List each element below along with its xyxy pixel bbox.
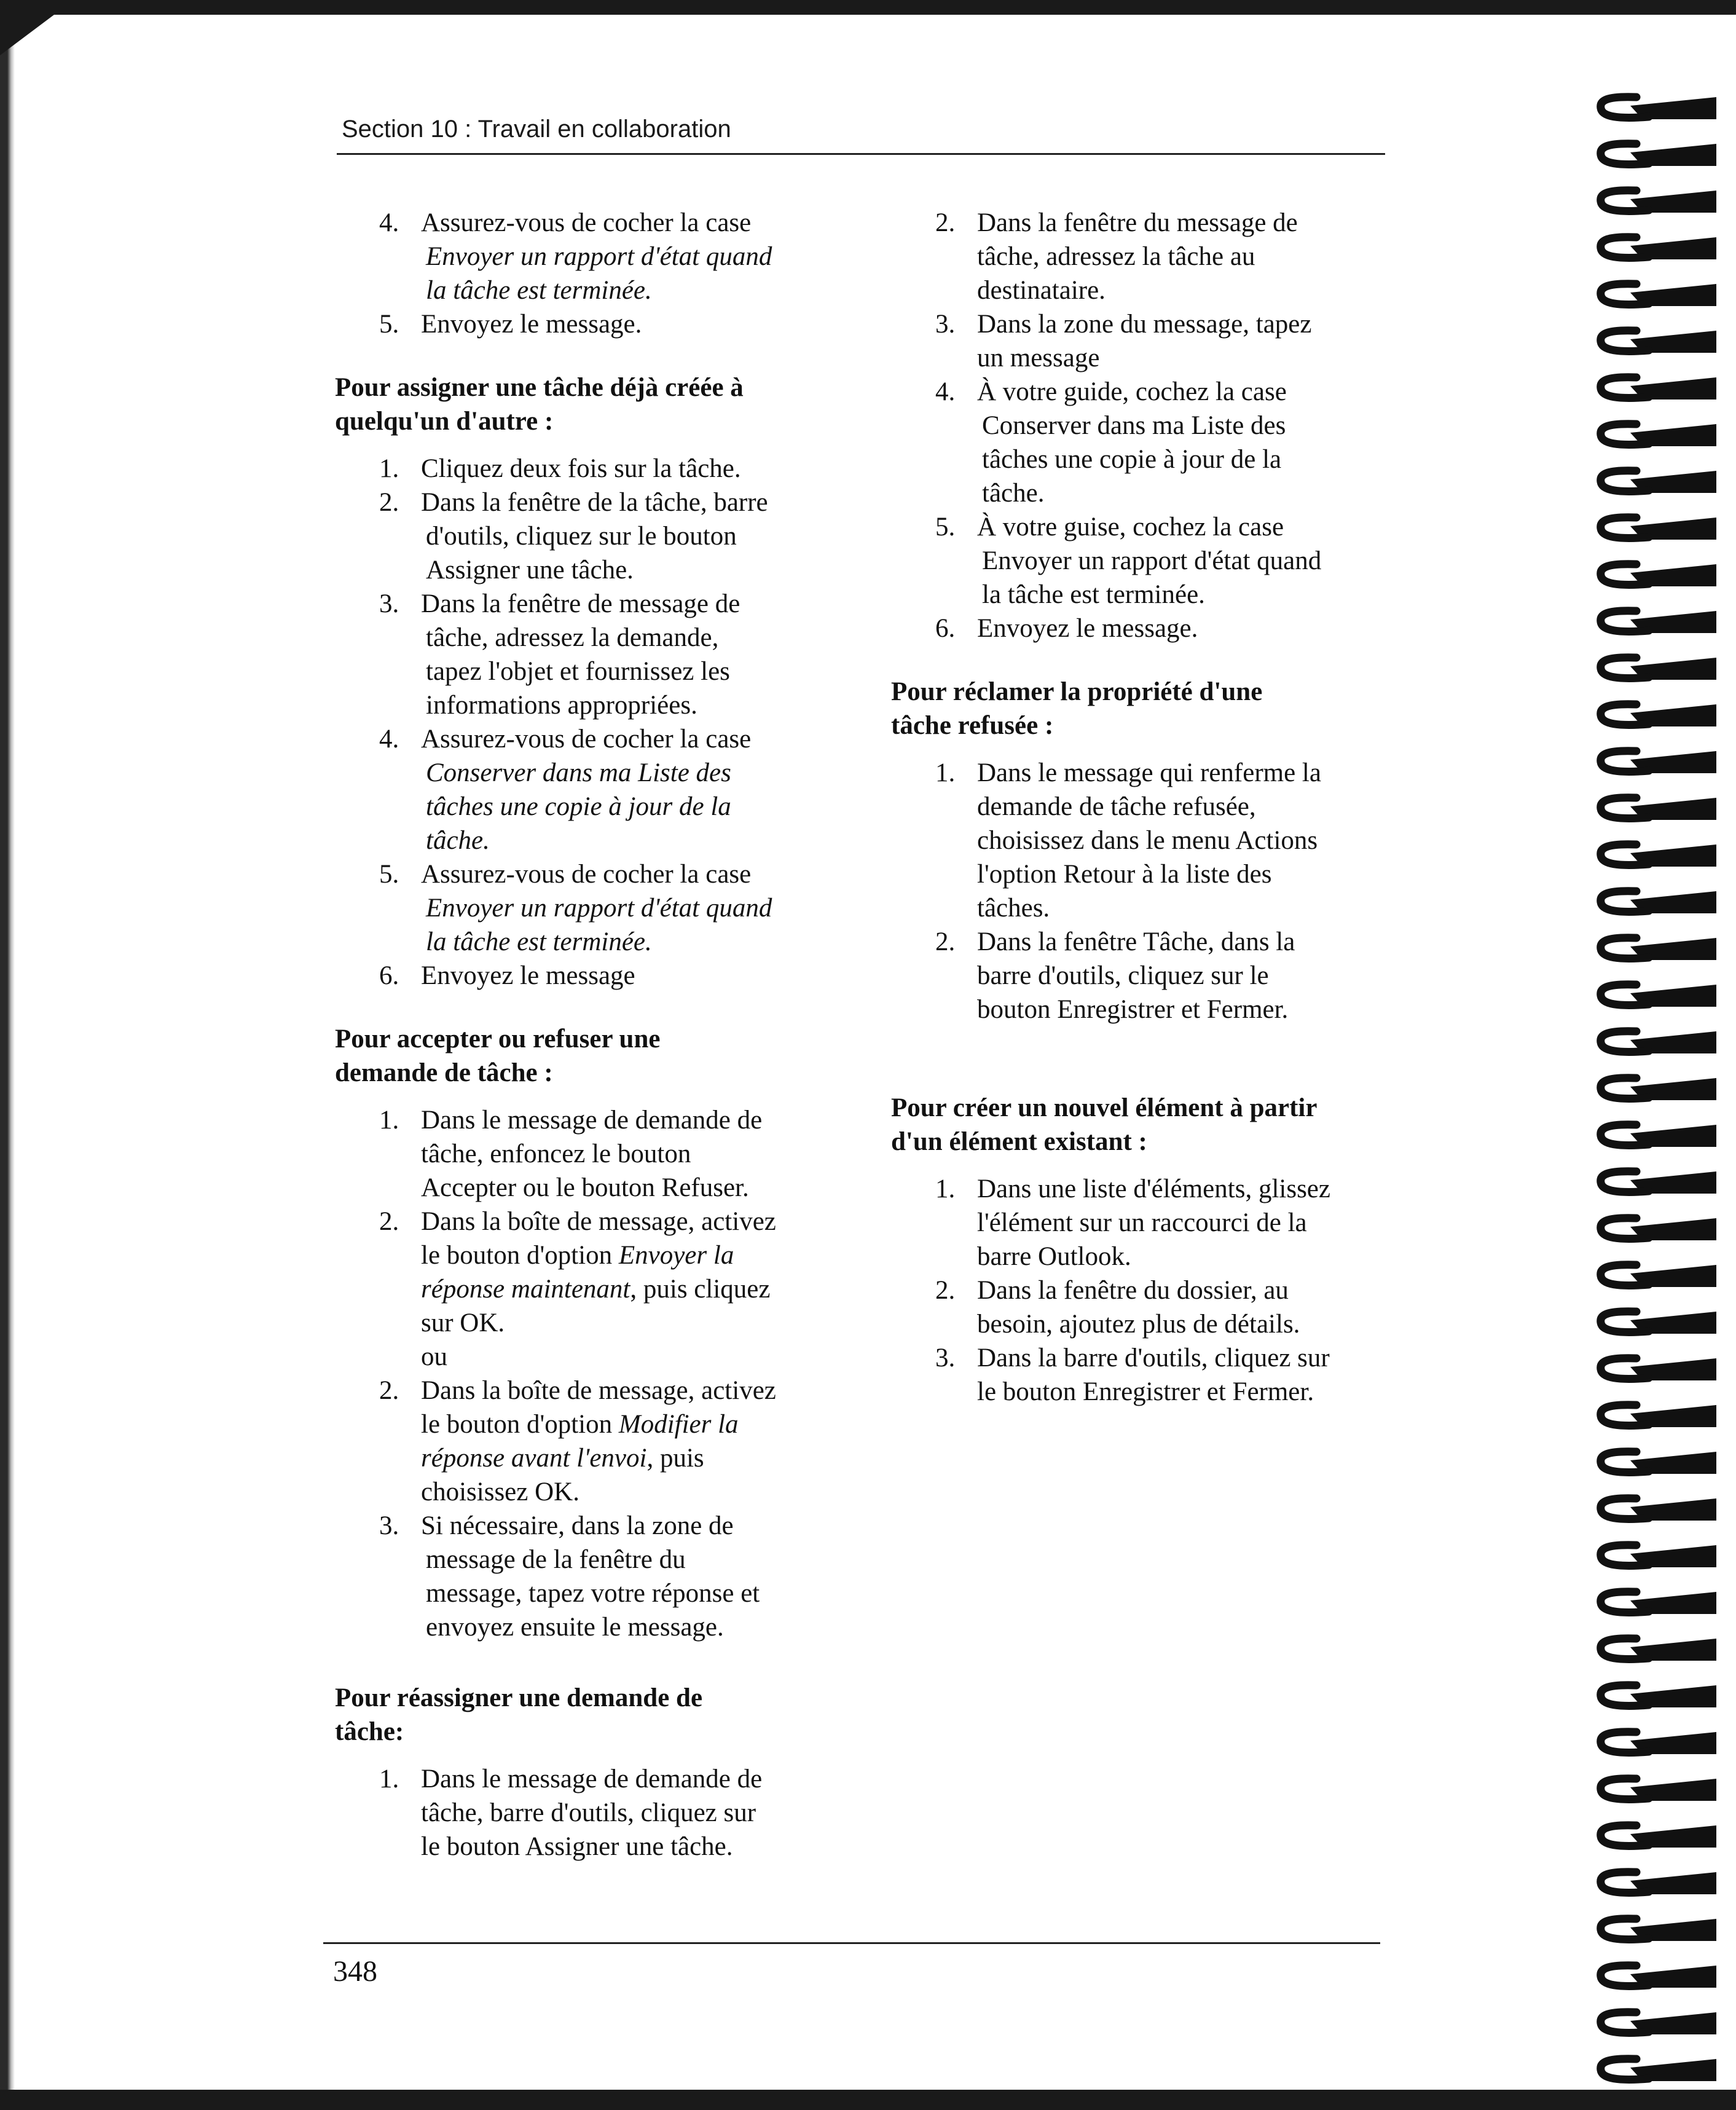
heading-line: d'un élément existant : — [891, 1127, 1147, 1156]
item-number: 2. — [379, 1207, 399, 1236]
item-line: Dans le message qui renferme la — [977, 758, 1321, 787]
heading-line: Pour créer un nouvel élément à partir — [891, 1093, 1318, 1122]
section-heading — [335, 1681, 839, 1749]
line-segment-italic: Modifier la — [618, 1410, 739, 1439]
item-line: Dans la fenêtre du dossier, au — [977, 1276, 1289, 1305]
footer-rule — [323, 1942, 1380, 1944]
line-segment-italic: réponse avant l'envoi — [421, 1444, 647, 1473]
item-number: 2. — [379, 488, 399, 517]
list-item — [335, 587, 839, 722]
item-line: tâches. — [977, 894, 1050, 923]
list-item — [891, 925, 1395, 1026]
binding-coil — [1593, 466, 1710, 495]
page-number: 348 — [333, 1955, 377, 1988]
item-line: Accepter ou le bouton Refuser. — [421, 1173, 749, 1202]
item-line: Cliquez deux fois sur la tâche. — [421, 454, 741, 483]
scan-border-top — [0, 0, 1736, 15]
binding-coil — [1593, 1821, 1710, 1850]
item-line: message, tapez votre réponse et — [426, 1579, 760, 1608]
item-line: l'élément sur un raccourci de la — [977, 1208, 1307, 1237]
or-separator: ou — [421, 1342, 447, 1371]
running-header: Section 10 : Travail en collaboration — [342, 116, 731, 143]
item-line: Envoyez le message. — [977, 614, 1198, 643]
left-column — [335, 206, 839, 1864]
scan-border-bottom — [0, 2090, 1736, 2110]
list-item — [335, 1103, 839, 1205]
list-item — [335, 1374, 839, 1509]
binding-coil — [1593, 1587, 1710, 1616]
item-line: Envoyer un rapport d'état quand — [982, 546, 1322, 575]
binding-coil — [1593, 559, 1710, 589]
item-line: destinataire. — [977, 276, 1106, 305]
item-line — [421, 1407, 839, 1441]
item-line: Envoyez le message — [421, 961, 635, 990]
spiral-binding — [1589, 0, 1736, 2110]
item-number: 1. — [935, 758, 956, 787]
binding-coil — [1593, 139, 1710, 168]
binding-coil — [1593, 1260, 1710, 1289]
item-number: 2. — [935, 208, 956, 237]
binding-coil — [1593, 1634, 1710, 1663]
binding-coil — [1593, 326, 1710, 355]
item-line: Si nécessaire, dans la zone de — [421, 1511, 734, 1540]
item-line: choisissez dans le menu Actions — [977, 826, 1318, 855]
binding-coil — [1593, 1073, 1710, 1103]
binding-coil — [1593, 513, 1710, 542]
line-segment: , puis — [646, 1444, 704, 1473]
binding-coil — [1593, 1167, 1710, 1196]
item-line: demande de tâche refusée, — [977, 792, 1256, 821]
binding-coil — [1593, 793, 1710, 822]
item-number: 5. — [935, 513, 956, 541]
item-line: Assurez-vous de cocher la case — [421, 860, 752, 889]
binding-coil — [1593, 1494, 1710, 1523]
item-line: Conserver dans ma Liste des — [426, 758, 731, 787]
item-line: Assigner une tâche. — [426, 556, 634, 585]
section-heading — [891, 675, 1395, 742]
item-line — [421, 1272, 839, 1306]
binding-coil — [1593, 1353, 1710, 1383]
binding-coil — [1593, 1540, 1710, 1570]
item-line: le bouton Enregistrer et Fermer. — [977, 1377, 1314, 1406]
binding-coil — [1593, 1120, 1710, 1149]
item-number: 1. — [935, 1175, 956, 1203]
item-number: 3. — [935, 310, 956, 339]
item-line: la tâche est terminée. — [426, 927, 652, 956]
list-item — [891, 1172, 1395, 1273]
binding-coil — [1593, 746, 1710, 776]
list-item — [335, 206, 839, 307]
item-number: 2. — [935, 927, 956, 956]
list-item — [335, 1509, 839, 1644]
binding-coil — [1593, 1400, 1710, 1430]
binding-coil — [1593, 1213, 1710, 1243]
binding-coil — [1593, 1307, 1710, 1336]
binding-coil — [1593, 2007, 1710, 2037]
item-line: sur OK. — [421, 1309, 505, 1337]
item-number: 2. — [379, 1376, 399, 1405]
list-item — [891, 510, 1395, 612]
list-item — [335, 452, 839, 486]
item-line: tâche. — [426, 826, 490, 855]
item-number: 5. — [379, 860, 399, 889]
item-line: Dans la fenêtre du message de — [977, 208, 1298, 237]
binding-coil — [1593, 1774, 1710, 1803]
item-line: tâches une copie à jour de la — [982, 445, 1282, 474]
list-item — [335, 959, 839, 993]
scan-border-left — [0, 0, 15, 2110]
list-item — [335, 307, 839, 341]
list-item — [335, 722, 839, 857]
item-number: 4. — [379, 725, 399, 754]
item-line: À votre guide, cochez la case — [977, 377, 1287, 406]
item-line: bouton Enregistrer et Fermer. — [977, 995, 1289, 1024]
item-number: 3. — [379, 589, 399, 618]
item-line: barre d'outils, cliquez sur le — [977, 961, 1269, 990]
item-line: la tâche est terminée. — [426, 276, 652, 305]
binding-coil — [1593, 92, 1710, 122]
binding-coil — [1593, 186, 1710, 215]
item-line: tâche, adressez la demande, — [426, 623, 719, 652]
heading-line: tâche: — [335, 1717, 404, 1746]
item-line: barre Outlook. — [977, 1242, 1131, 1271]
item-line: Dans la fenêtre de message de — [421, 589, 740, 618]
binding-coil — [1593, 1867, 1710, 1897]
item-number: 6. — [935, 614, 956, 643]
list-item — [891, 307, 1395, 375]
item-line: Envoyer un rapport d'état quand — [426, 894, 772, 923]
list-item — [335, 486, 839, 587]
line-segment: , puis cliquez — [630, 1275, 771, 1304]
list-item — [891, 375, 1395, 510]
item-number: 4. — [379, 208, 399, 237]
binding-coil — [1593, 1026, 1710, 1056]
binding-coil — [1593, 1727, 1710, 1757]
list-item — [891, 206, 1395, 307]
item-number: 6. — [379, 961, 399, 990]
item-line: tâches une copie à jour de la — [426, 792, 731, 821]
binding-coil — [1593, 1680, 1710, 1710]
header-rule — [337, 153, 1385, 155]
list-item — [891, 612, 1395, 645]
item-line — [421, 1238, 839, 1272]
binding-coil — [1593, 1447, 1710, 1476]
heading-line: Pour réassigner une demande de — [335, 1683, 703, 1712]
item-line: Dans la barre d'outils, cliquez sur — [977, 1344, 1330, 1372]
line-segment-italic: réponse maintenant — [421, 1275, 630, 1304]
item-line: message de la fenêtre du — [426, 1545, 686, 1574]
item-line — [421, 1441, 839, 1475]
heading-line: Pour accepter ou refuser une — [335, 1025, 661, 1053]
item-number: 1. — [379, 454, 399, 483]
item-line: Dans la fenêtre de la tâche, barre — [421, 488, 768, 517]
heading-line: Pour assigner une tâche déjà créée à — [335, 373, 744, 402]
item-number: 4. — [935, 377, 956, 406]
section-heading — [335, 1022, 839, 1090]
item-line: tâche, barre d'outils, cliquez sur — [421, 1798, 756, 1827]
item-number: 1. — [379, 1106, 399, 1135]
binding-coil — [1593, 419, 1710, 449]
item-line: Dans la boîte de message, activez — [421, 1376, 776, 1405]
binding-coil — [1593, 653, 1710, 682]
section-heading — [335, 371, 839, 438]
item-line: l'option Retour à la liste des — [977, 860, 1272, 889]
item-number: 1. — [379, 1765, 399, 1793]
item-line: la tâche est terminée. — [982, 580, 1205, 609]
item-line: envoyez ensuite le message. — [426, 1613, 724, 1642]
item-number: 5. — [379, 310, 399, 339]
section-heading — [891, 1091, 1395, 1159]
item-line: Dans la boîte de message, activez — [421, 1207, 776, 1236]
item-line: tâche, enfoncez le bouton — [421, 1140, 691, 1168]
list-item — [335, 857, 839, 959]
line-segment: le bouton d'option — [421, 1410, 619, 1439]
list-item — [335, 1205, 839, 1340]
binding-coil — [1593, 279, 1710, 309]
item-line: Assurez-vous de cocher la case — [421, 725, 752, 754]
item-line: Dans la zone du message, tapez — [977, 310, 1312, 339]
line-segment: le bouton d'option — [421, 1241, 619, 1270]
binding-coil — [1593, 1914, 1710, 1943]
item-line: Dans le message de demande de — [421, 1765, 763, 1793]
binding-coil — [1593, 699, 1710, 729]
item-line: informations appropriées. — [426, 691, 697, 720]
binding-coil — [1593, 372, 1710, 402]
item-line: Conserver dans ma Liste des — [982, 411, 1286, 440]
heading-line: quelqu'un d'autre : — [335, 407, 554, 436]
binding-coil — [1593, 886, 1710, 916]
item-line: tapez l'objet et fournissez les — [426, 657, 730, 686]
item-line: Dans une liste d'éléments, glissez — [977, 1175, 1330, 1203]
item-line: tâche, adressez la tâche au — [977, 242, 1255, 271]
scan-corner-shadow — [0, 0, 74, 55]
binding-coil — [1593, 840, 1710, 869]
heading-line: demande de tâche : — [335, 1058, 553, 1087]
right-column — [891, 206, 1395, 1409]
binding-coil — [1593, 980, 1710, 1009]
binding-coil — [1593, 2054, 1710, 2084]
item-line: Envoyer un rapport d'état quand — [426, 242, 772, 271]
item-number: 3. — [935, 1344, 956, 1372]
binding-coil — [1593, 606, 1710, 636]
item-line: tâche. — [982, 479, 1045, 508]
heading-line: tâche refusée : — [891, 711, 1054, 740]
heading-line: Pour réclamer la propriété d'une — [891, 677, 1263, 706]
item-line: Envoyez le message. — [421, 310, 642, 339]
line-segment-italic: Envoyer la — [618, 1241, 734, 1270]
binding-coil — [1593, 232, 1710, 262]
item-line: Assurez-vous de cocher la case — [421, 208, 752, 237]
list-item — [891, 756, 1395, 925]
item-line: d'outils, cliquez sur le bouton — [426, 522, 737, 551]
item-line: À votre guise, cochez la case — [977, 513, 1284, 541]
list-item — [891, 1273, 1395, 1341]
item-line: Dans la fenêtre Tâche, dans la — [977, 927, 1295, 956]
item-line: un message — [977, 344, 1100, 372]
list-item — [891, 1341, 1395, 1409]
item-number: 2. — [935, 1276, 956, 1305]
item-line: Dans le message de demande de — [421, 1106, 763, 1135]
item-line: besoin, ajoutez plus de détails. — [977, 1310, 1300, 1339]
binding-coil — [1593, 1961, 1710, 1990]
item-number: 3. — [379, 1511, 399, 1540]
item-line: le bouton Assigner une tâche. — [421, 1832, 733, 1861]
item-line: choisissez OK. — [421, 1478, 579, 1506]
binding-coil — [1593, 933, 1710, 962]
list-item — [335, 1762, 839, 1864]
